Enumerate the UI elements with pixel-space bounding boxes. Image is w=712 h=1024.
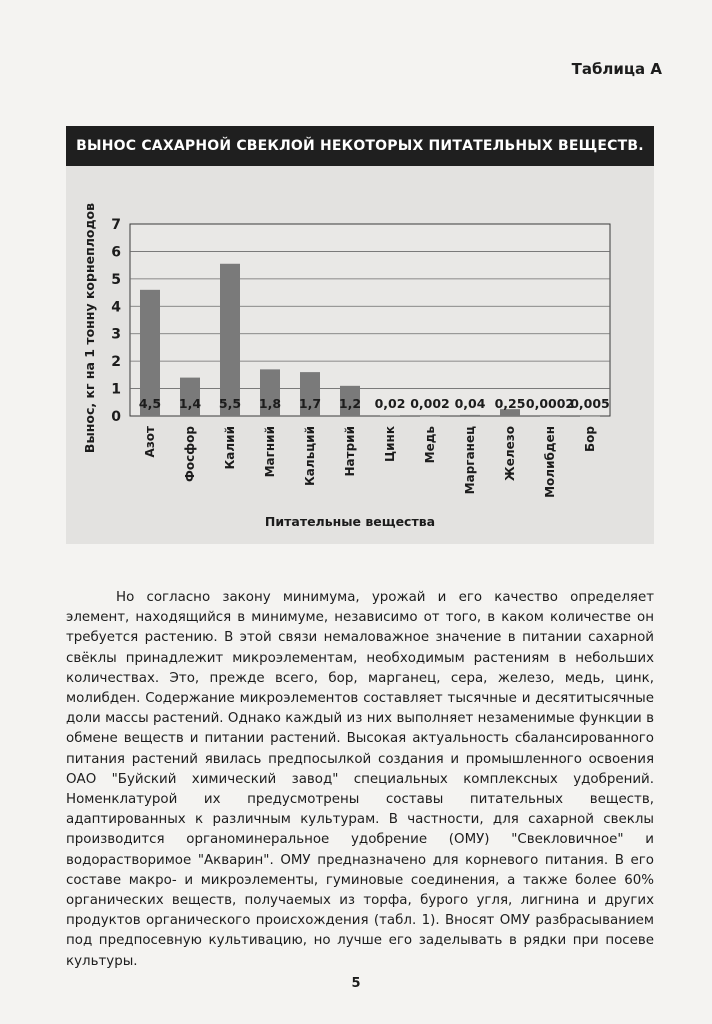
data-label: 1,7 <box>298 396 322 411</box>
bar <box>220 264 240 416</box>
y-tick-label: 5 <box>111 271 121 288</box>
table-label: Таблица А <box>571 60 662 78</box>
y-tick-label: 1 <box>111 381 121 398</box>
x-tick-label: Марганец <box>463 426 477 495</box>
body-text <box>66 588 654 972</box>
data-label: 0,002 <box>410 396 450 411</box>
data-label: 1,8 <box>258 396 282 411</box>
x-tick-label: Натрий <box>343 426 357 477</box>
bar <box>540 416 560 417</box>
data-label: 1,4 <box>178 396 202 411</box>
data-label: 0,005 <box>570 396 610 411</box>
body-paragraph: Но согласно закону минимума, урожай и его качество определяет элемент, находящийся в минимуме, независимо от того, в каком количестве он требуется растению. В этой связи немаловажное значение в питании сахарной свёклы принадлежит микроэлементам, необходимым растениям в небольших количествах. Это, прежде всего, бор, марганец, сера, железо, медь, цинк, молибден. Содержание микроэлементов составляет тысячные и десятитысячные доли массы растений. Однако каждый из них выполняет незаменимые функции в обмене веществ и питании растений. Высокая актуальность сбалансированного питания растений явилась предпосылкой создания и промышленного освоения ОАО "Буйский химический завод" специальных комплексных удобрений. Номенклатурой их предусмотрены составы питательных веществ, адаптированных к различным культурам. В частности, для сахарной свеклы производится органоминеральное удобрение (ОМУ) "Свекловичное" и водорастворимое "Акварин". ОМУ предназначено для корневого питания. В его составе макро- и микроэлементы, гуминовые соединения, а также более 60% органических веществ, получаемых из торфа, бурого угля, лигнина и других продуктов органического происхождения (табл. 1). Вносят ОМУ разбрасыванием под предпосевную культивацию, но лучше его заделывать в рядки при посеве культуры. <box>66 590 654 969</box>
y-tick-label: 4 <box>111 299 121 316</box>
x-tick-label: Кальций <box>303 426 317 486</box>
bar <box>460 415 480 416</box>
data-label: 4,5 <box>138 396 162 411</box>
x-tick-label: Магний <box>263 426 277 478</box>
y-tick-label: 7 <box>111 217 121 233</box>
bar <box>580 416 600 417</box>
x-tick-label: Фосфор <box>183 426 197 482</box>
x-tick-label: Калий <box>223 426 237 470</box>
x-axis-label: Питательные вещества <box>264 514 436 529</box>
data-label: 0,0002 <box>525 396 575 411</box>
y-axis-label: Вынос, кг на 1 тонну корнеплодов <box>82 202 97 454</box>
x-tick-label: Цинк <box>383 426 397 462</box>
y-tick-label: 3 <box>111 326 121 343</box>
x-tick-label: Молибден <box>543 426 557 498</box>
data-label: 0,02 <box>374 396 406 411</box>
y-tick-label: 2 <box>111 354 121 371</box>
data-label: 1,2 <box>338 396 362 411</box>
y-tick-label: 0 <box>111 409 121 425</box>
data-label: 5,5 <box>218 396 242 411</box>
x-tick-label: Азот <box>143 426 157 458</box>
x-tick-label: Железо <box>503 426 517 481</box>
page-number: 5 <box>351 976 361 991</box>
chart-title: ВЫНОС САХАРНОЙ СВЕКЛОЙ НЕКОТОРЫХ ПИТАТЕЛЬНЫХ ВЕЩЕСТВ. <box>66 126 654 166</box>
plot-area <box>130 224 610 416</box>
data-label: 0,25 <box>494 396 526 411</box>
x-tick-label: Бор <box>583 426 597 452</box>
chart-panel <box>66 126 654 544</box>
x-tick-label: Медь <box>423 426 437 464</box>
bar <box>380 415 400 416</box>
bar-chart <box>66 126 654 544</box>
bar <box>420 416 440 417</box>
y-tick-label: 6 <box>111 244 121 261</box>
data-label: 0,04 <box>454 396 486 411</box>
